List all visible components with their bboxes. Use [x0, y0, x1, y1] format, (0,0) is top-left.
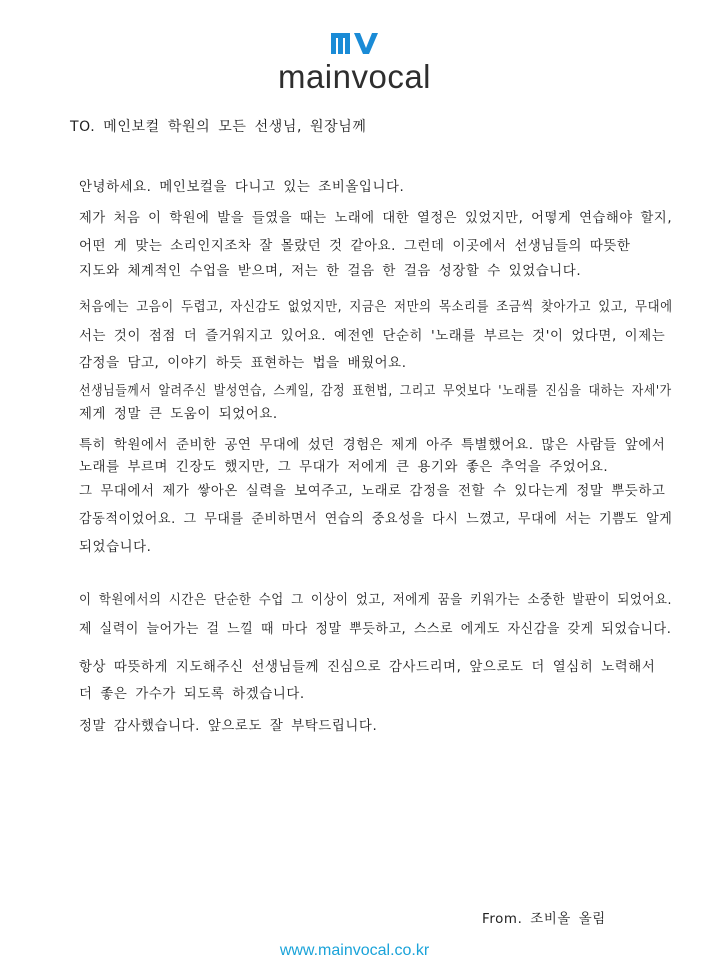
letter-line: 노래를 부르며 긴장도 했지만, 그 무대가 저에게 큰 용기와 좋은 추억을 주었어요.: [79, 460, 609, 475]
letter-line: 이 학원에서의 시간은 단순한 수업 그 이상이 었고, 저에게 꿈을 키워가는 소중한 발판이 되었어요.: [79, 593, 673, 608]
letter-signature: From. 조비올 올림: [482, 912, 606, 927]
letter-line: 그 무대에서 제가 쌓아온 실력을 보여주고, 노래로 감정을 전할 수 있다는게 정말 뿌듯하고: [79, 484, 666, 499]
letter-line: 항상 따뜻하게 지도해주신 선생님들께 진심으로 감사드리며, 앞으로도 더 열심히 노력해서: [79, 660, 656, 675]
letter-line: 제게 정말 큰 도움이 되었어요.: [79, 407, 278, 422]
letter-line: 선생님들께서 알려주신 발성연습, 스케일, 감정 표현법, 그리고 무엇보다 '노래를 진심을 대하는 자세'가: [79, 384, 672, 399]
letter-line: 제가 처음 이 학원에 발을 들였을 때는 노래에 대한 열정은 있었지만, 어떻게 연습해야 할지,: [79, 211, 673, 226]
letter-salutation: TO. 메인보컬 학원의 모든 선생님, 원장님께: [70, 119, 367, 135]
letter-line: 어떤 게 맞는 소리인지조차 잘 몰랐던 것 같아요. 그런데 이곳에서 선생님들의 따뜻한: [79, 239, 631, 254]
letter-line: 제 실력이 늘어가는 걸 느낄 때 마다 정말 뿌듯하고, 스스로 에게도 자신감을 갖게 되었습니다.: [79, 622, 672, 637]
letter-line: 정말 감사했습니다. 앞으로도 잘 부탁드립니다.: [79, 719, 378, 734]
brand-wordmark: mainvocal: [277, 58, 432, 95]
letter-line: 특히 학원에서 준비한 공연 무대에 섰던 경험은 제게 아주 특별했어요. 많은 사람들 앞에서: [79, 438, 666, 453]
letter-line: 처음에는 고음이 두렵고, 자신감도 없었지만, 지금은 저만의 목소리를 조금씩 찾아가고 있고, 무대에: [79, 300, 673, 315]
letter-line: 서는 것이 점점 더 즐거워지고 있어요. 예전엔 단순히 '노래를 부르는 것'이 었다면, 이제는: [79, 329, 666, 344]
letter-line: 더 좋은 가수가 되도록 하겠습니다.: [79, 687, 305, 702]
letter-line: 되었습니다.: [79, 540, 152, 555]
letter-line: 안녕하세요. 메인보컬을 다니고 있는 조비올입니다.: [79, 180, 405, 195]
letter-line: 지도와 체계적인 수업을 받으며, 저는 한 걸음 한 걸음 성장할 수 있었습니다.: [79, 264, 582, 279]
letter-line: 감정을 담고, 이야기 하듯 표현하는 법을 배웠어요.: [79, 356, 407, 371]
footer-website-link[interactable]: www.mainvocal.co.kr: [279, 942, 430, 959]
letter-line: 감동적이었어요. 그 무대를 준비하면서 연습의 중요성을 다시 느꼈고, 무대에 서는 기쁨도 알게: [79, 512, 673, 527]
